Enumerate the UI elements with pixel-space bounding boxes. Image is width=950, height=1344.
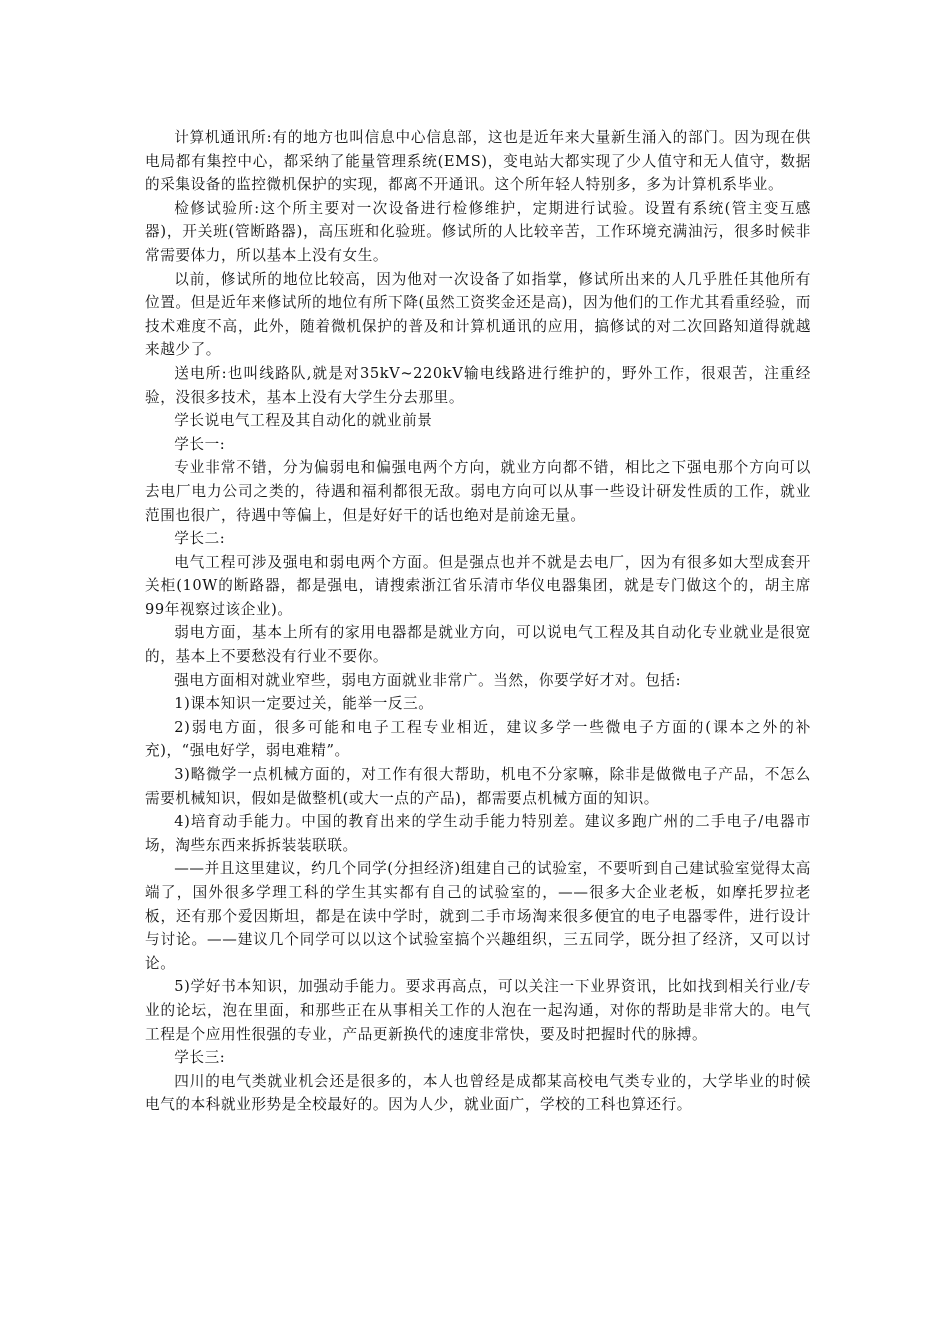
document-body <box>145 126 811 1117</box>
senior-three-label: 学长三: <box>174 1049 226 1067</box>
section-heading-prospects: 学长说电气工程及其自动化的就业前景 <box>174 412 433 430</box>
list-item-4: 4)培育动手能力。中国的教育出来的学生动手能力特别差。建议多跑广州的二手电子/电器市场，淘些东西来拆拆装装联联。 <box>145 813 811 854</box>
list-item-3: 3)略微学一点机械方面的，对工作有很大帮助，机电不分家嘛，除非是做微电子产品，不怎么需要机械知识，假如是做整机(或大一点的产品)，都需要点机械方面的知识。 <box>145 766 811 807</box>
paragraph-senior-three: 四川的电气类就业机会还是很多的，本人也曾经是成都某高校电气类专业的，大学毕业的时候电气的本科就业形势是全校最好的。因为人少，就业面广，学校的工科也算还行。 <box>145 1072 811 1114</box>
paragraph-computer-comm: 计算机通讯所:有的地方也叫信息中心信息部，这也是近年来大量新生涌入的部门。因为现在供电局都有集控中心，都采纳了能量管理系统(EMS)，变电站大都实现了少人值守和无人值守，数据的采集设备的监控微机保护的实现，都离不开通讯。这个所年轻人特别多，多为计算机系毕业。 <box>145 129 811 194</box>
paragraph-strong-current: 强电方面相对就业窄些，弱电方面就业非常广。当然，你要学好才对。包括: <box>174 671 682 689</box>
paragraph-lab-suggestion: ——并且这里建议，约几个同学(分担经济)组建自己的试验室，不要听到自己建试验室觉得太高端了，国外很多学理工科的学生其实都有自己的试验室的，——很多大企业老板，如摩托罗拉老板，还有那个爱因斯坦，都是在读中学时，就到二手市场淘来很多便宜的电子电器零件，进行设计与讨论。——建议几个同学可以以这个试验室搞个兴趣组织，三五同学，既分担了经济，又可以讨论。 <box>145 860 811 972</box>
paragraph-maintenance-status: 以前，修试所的地位比较高，因为他对一次设备了如指掌，修试所出来的人几乎胜任其他所有位置。但是近年来修试所的地位有所下降(虽然工资奖金还是高)，因为他们的工作尤其看重经验，而技术难度不高，此外，随着微机保护的普及和计算机通讯的应用，搞修试的对二次回路知道得就越来越少了。 <box>145 270 811 359</box>
paragraph-strong-weak: 电气工程可涉及强电和弱电两个方面。但是强点也并不就是去电厂，因为有很多如大型成套开关柜(10W的断路器，都是强电，请搜索浙江省乐清市华仪电器集团，就是专门做这个的，胡主席99年视察过该企业)。 <box>145 553 811 618</box>
paragraph-weak-current: 弱电方面，基本上所有的家用电器都是就业方向，可以说电气工程及其自动化专业就业是很宽的，基本上不要愁没有行业不要你。 <box>145 624 811 666</box>
list-item-1: 1)课本知识一定要过关，能举一反三。 <box>174 695 434 713</box>
list-item-2: 2)弱电方面，很多可能和电子工程专业相近，建议多学一些微电子方面的(课本之外的补充)，“强电好学，弱电难精”。 <box>145 718 811 760</box>
paragraph-senior-one: 专业非常不错，分为偏弱电和偏强电两个方向，就业方向都不错，相比之下强电那个方向可以去电厂电力公司之类的，待遇和福利都很无敌。弱电方向可以从事一些设计研发性质的工作，就业范围也很广，待遇中等偏上，但是好好干的话也绝对是前途无量。 <box>145 459 811 524</box>
paragraph-transmission: 送电所:也叫线路队,就是对35kV~220kV输电线路进行维护的，野外工作，很艰苦，注重经验，没很多技术，基本上没有大学生分去那里。 <box>145 364 811 406</box>
paragraph-maintenance: 检修试验所:这个所主要对一次设备进行检修维护，定期进行试验。设置有系统(管主变互感器)，开关班(管断路器)，高压班和化验班。修试所的人比较辛苦，工作环境充满油污，很多时候非常需要体力，所以基本上没有女生。 <box>145 199 811 264</box>
senior-two-label: 学长二: <box>174 530 226 548</box>
senior-one-label: 学长一: <box>174 435 226 453</box>
list-item-5: 5)学好书本知识，加强动手能力。要求再高点，可以关注一下业界资讯，比如找到相关行业/专业的论坛，泡在里面，和那些正在从事相关工作的人泡在一起沟通，对你的帮助是非常大的。电气工程是个应用性很强的专业，产品更新换代的速度非常快，要及时把握时代的脉搏。 <box>145 978 811 1043</box>
